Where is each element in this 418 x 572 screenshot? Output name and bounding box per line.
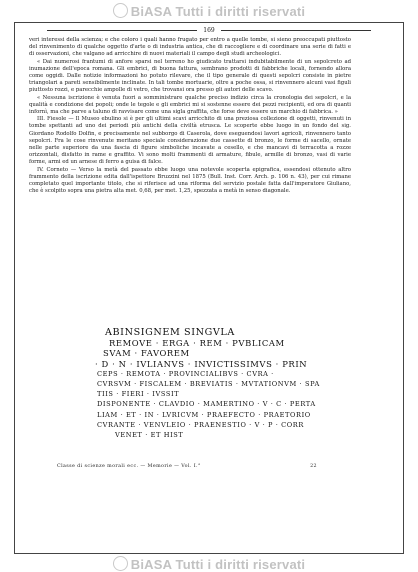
watermark-top-text: BiASA Tutti i diritti riservati xyxy=(130,4,306,19)
inscription-line: CEPS · REMOTA · PROVINCIALIBVS · CVRA · xyxy=(97,369,274,378)
inscription-line: REMOVE · ERGA · REM · PVBLICAM xyxy=(109,338,285,349)
inscription-line: CVRANTE · VENVLEIO · PRAENESTIO · V · P · CORR xyxy=(97,420,304,429)
inscription-line: VENET · ET HIST xyxy=(115,431,184,440)
watermark-top xyxy=(0,3,418,19)
paragraph: « Dai numerosi frantumi di anfore sparsi nel terreno ho giudicato trattarsi indubitabilmente di un sepolcreto ad inumazione dell'epoca romana. Gli embrici, di buona fattura, sembrano prodotti di fabbriche locali, fornendo allora come oggidi. Dalle notizie informazioni ho potuto rilevare, che il tipo generale di questi sepolcri consiste in pietre triangolari a pareti sensibilmente inclinate. In tali tombe mortuarie, oltre a poche ossa, si rinvennero alcuni vasi figuli piuttosto rozzi, e parecchie ampolle di vetro, che trovansi ora presso gli autori delle scavo. xyxy=(29,58,351,94)
paragraph: veri interessi della scienza; e che coloro i quali hanno frugato per entro a quelle tombe, si sieno preoccupati piuttosto del rinvenimento di qualche oggetto d'arte o di industria antica, che di raccogliere e di coordinare una serie di fatti e di osservazioni, che valgano ad arricchire di nuovi materiali il campo degli studi archeologici. xyxy=(29,37,351,58)
watermark-seal-icon xyxy=(113,556,128,571)
paragraph: IV. Corneto — Verso la metà del passato ebbe luogo una notevole scoperta epigrafica, essendosi ottenuto altro frammento della iscrizione edita dall'ispettore Bruzzini nel 1875 (Bull. Inst. Corr. Arch. p. 106 n. 43), per cui rimane completato quel importante titolo, che si riferisce ad una riforma del servizio postale fatta dall'imperatore Giuliano, che è scolpito sopra una pietra alta met. 0,68, per met. 1,25, spezzata a metà in senso diagonale. xyxy=(29,166,351,195)
watermark-bottom xyxy=(0,556,418,572)
paragraph: III. Fiesole — Il Museo ebulino si è per gli ultimi scavi arricchito di una preziosa collezione di oggetti, rinvenuti in tombe spettanti ad uno dei periodi più antichi della civiltà etrusca. Le scoperte ebbe luogo in un fondo del sig. Giordano Rodolfo Dolfin, e precisamente nel subborgo di Caserola, dove eseguendosi lavori agricoli, rinvennero tanto sepolcri. Fra le cose rinvenute meritano speciale considerazione due cassette di bronzo, le forme di sacello, ornate nelle parte superiore da una fascia di figure simboliche incavate a cesello, e che mancavi di terracotta a rozze orizzontali, disfatto in rame e graffito. Vi sono molti frammenti di armature, fibule, armille di bronzo, vasi di varie forme, armi ed un arnese di ferro a guisa di falce. xyxy=(29,116,351,166)
inscription-line: SVAM · FAVOREM xyxy=(103,348,190,359)
inscription-line: DISPONENTE · CLAVDIO · MAMERTINO · V · C · PERTA xyxy=(97,400,316,409)
inscription-line: LIAM · ET · IN · LVRICVM · PRAEFECTO · PRAETORIO xyxy=(97,410,311,419)
footer-signature-number: 22 xyxy=(310,464,317,469)
watermark-seal-icon xyxy=(113,3,128,18)
inscription-line: · D · N · IVLIANVS · INVICTISSIMVS · PRIN xyxy=(95,358,308,369)
paragraph: « Nessuna iscrizione è venuta fuori a somministrare qualche preciso indizio circa la cronologia dei sepolcri, e la qualità e condizione dei popoli; onde le tegole e gli embrici mi si sostenne essere dei pezzi recipienti, ed ora di quanti infornì, ma che parve a taluno di ravvisare come una sigla graffita, che forse deve essere un marchio di fabbrica. » xyxy=(29,94,351,116)
page-number: 169 xyxy=(15,27,403,34)
inscription-line: CVRSVM · FISCALEM · BREVIATIS · MVTATIONVM · SPA xyxy=(97,380,320,389)
inscription-line: TIIS · FIERI · IVSSIT xyxy=(97,390,180,399)
inscription-line: ABINSIGNEM SINGVLA xyxy=(105,327,235,338)
scanned-page xyxy=(14,22,404,554)
latin-inscription xyxy=(95,328,325,440)
footer-series-title: Classe di scienze morali ecc. — Memorie — Vol. I.° xyxy=(57,464,201,469)
watermark-bottom-text: BiASA Tutti i diritti riservati xyxy=(130,557,306,572)
body-text xyxy=(29,37,351,195)
page-footer xyxy=(57,464,387,469)
